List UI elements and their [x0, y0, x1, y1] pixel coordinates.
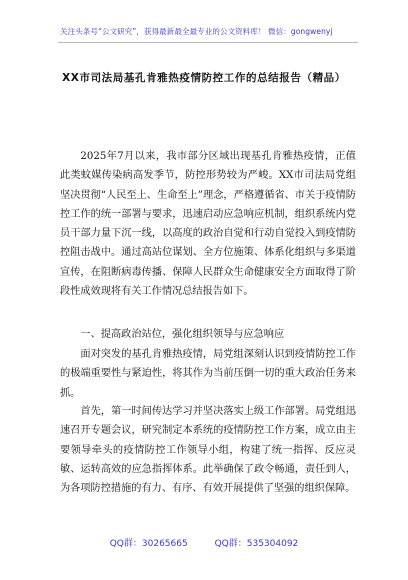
section-heading-1: 一、提高政治站位，强化组织领导与应急响应	[80, 329, 285, 340]
header-divider	[58, 42, 358, 43]
body-paragraph-intro: 2025年7月以来，我市部分区域出现基孔肯雅热疫情，正值此类蚊媒传染病高发季节，防控形势较为严峻。XX市司法局党组坚决贯彻“人民至上、生命至上”理念，严格遵循省、市关于疫情防控工作的统一部署与要求，迅速启动应急响应机制，组织系统内党员干部力量下沉一线，以高度的政治自觉和行动自觉投入到疫情防控阻击战中。通过高站位谋划、全方位施策、体系化组织与多渠道宣传，在阻断病毒传播、保障人民群众生命健康安全方面取得了阶段性成效现将有关工作情况总结报告如下。	[60, 151, 356, 298]
body-paragraph-section1: 面对突发的基孔肯雅热疫情，局党组深刻认识到疫情防控工作的极端重要性与紧迫性，将其作为当前压倒一切的重大政治任务来抓。	[60, 349, 356, 399]
body-paragraph-first-measure: 首先，第一时间传达学习并坚决落实上级工作部署。局党组迅速召开专题会议，研究制定本系统的疫情防控工作方案，成立由主要领导牵头的疫情防控工作领导小组，构建了统一指挥、反应灵敏、运转高效的应急指挥体系。此举确保了政令畅通，责任到人，为各项防控措施的有力、有序、有效开展提供了坚强的组织保障。	[60, 406, 356, 495]
footer-qq-group-1: QQ群：30265665	[109, 539, 188, 549]
footer-contact	[0, 536, 408, 549]
document-title: XX市司法局基孔肯雅热疫情防控工作的总结报告（精品）	[62, 72, 346, 84]
header-banner: 关注头条号“公文研究”，获得最新最全最专业的公文资料库！ 微信：gongwenyj	[60, 27, 333, 36]
footer-qq-group-2: QQ群：535304092	[214, 539, 299, 549]
